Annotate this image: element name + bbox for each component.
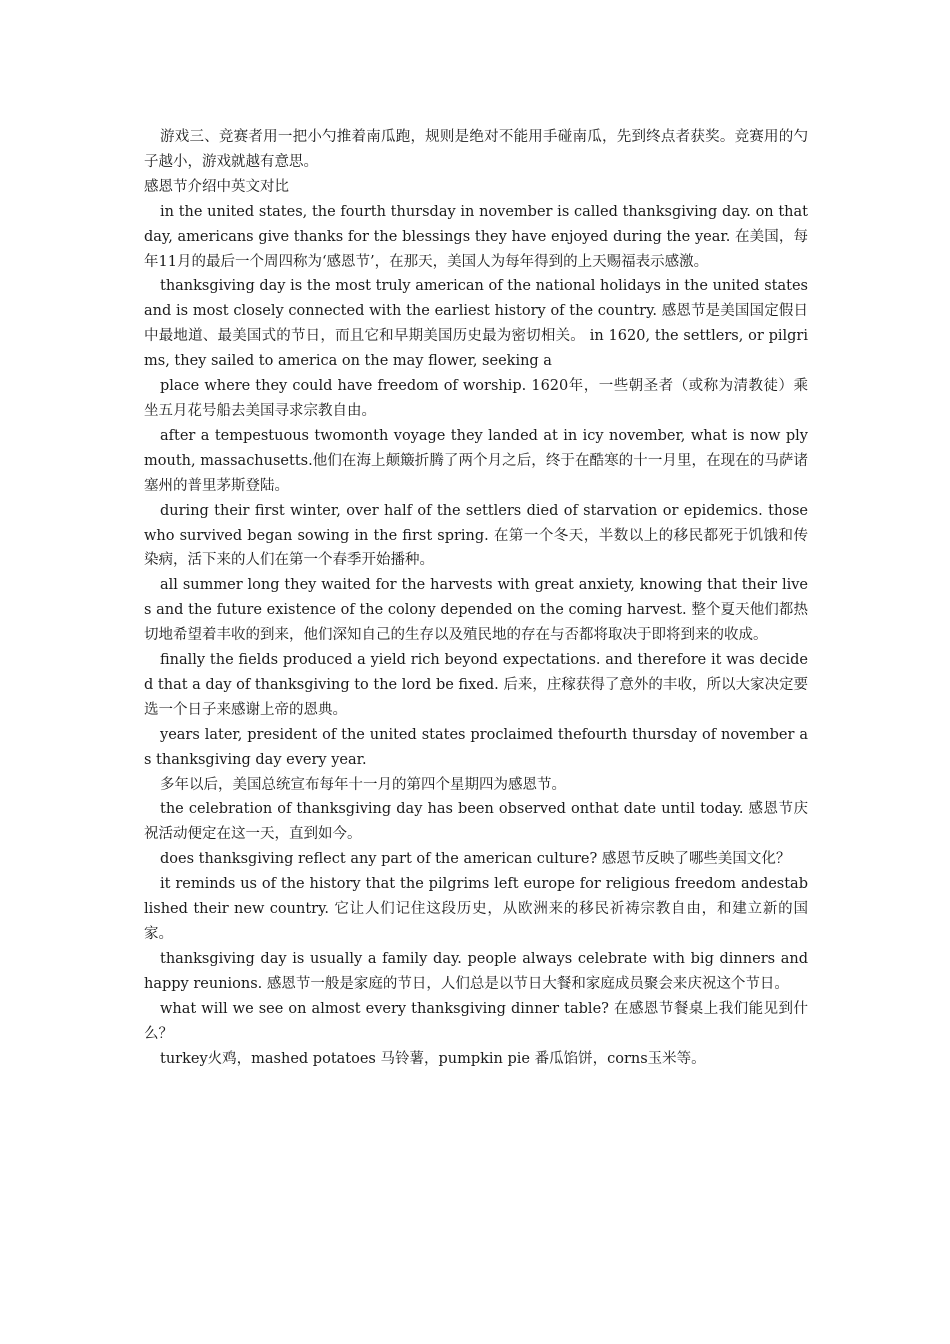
paragraph-freedom-of-worship: place where they could have freedom of worship. 1620年，一些朝圣者（或称为清教徒）乘坐五月花号船去美国寻求宗教自由。 [144,378,808,419]
paragraph-yield: finally the fields produced a yield rich beyond expectations. and therefore it was decided that a day of thanksgiving to the lord be fixed. 后来，庄稼获得了意外的丰收，所以大家决定要选一个日子来感谢上帝的恩典。 [144,652,808,718]
paragraph-proclamation-zh: 多年以后，美国总统宣布每年十一月的第四个星期四为感恩节。 [160,776,566,793]
paragraph-national-holiday: thanksgiving day is the most truly american of the national holidays in the united states and is most closely connected with the earliest history of the country. 感恩节是美国国定假日中最地道、最美国式的节日，而且它和早期美国历史最为密切相关。 in 1620, the settlers, or pilgrims, they sailed to america on the may flower, seeking a [144,278,808,370]
paragraph-proclamation-en: years later, president of the united states proclaimed thefourth thursday of november as thanksgiving day every year. [144,726,808,768]
paragraph-celebration: the celebration of thanksgiving day has been observed onthat date until today. 感恩节庆祝活动便定在这一天，直到如今。 [144,801,808,843]
paragraph-summer-harvest: all summer long they waited for the harvests with great anxiety, knowing that their lives and the future existence of the colony depended on the coming harvest. 整个夏天他们都热切地希望着丰收的到来，他们深知自己的生存以及殖民地的存在与否都将取决于即将到来的收成。 [144,577,808,644]
paragraph-history: it reminds us of the history that the pilgrims left europe for religious freedom andestablished their new country. 它让人们记住这段历史，从欧洲来的移民祈祷宗教自由，和建立新的国家。 [144,876,808,942]
paragraph-voyage: after a tempestuous twomonth voyage they landed at in icy november, what is now plymouth, massachusetts.他们在海上颠簸折腾了两个月之后，终于在酷寒的十一月里，在现在的马萨诸塞州的普里茅斯登陆。 [144,427,808,494]
paragraph-family-day: thanksgiving day is usually a family day. people always celebrate with big dinners and happy reunions. 感恩节一般是家庭的节日，人们总是以节日大餐和家庭成员聚会来庆祝这个节日。 [144,950,808,992]
paragraph-dinner-question: what will we see on almost every thanksgiving dinner table? 在感恩节餐桌上我们能见到什么？ [144,1000,808,1042]
paragraph-game-three: 游戏三、竞赛者用一把小勺推着南瓜跑，规则是绝对不能用手碰南瓜，先到终点者获奖。竞赛用的勺子越小，游戏就越有意思。 [144,129,808,170]
paragraph-foods: turkey火鸡，mashed potatoes 马铃薯，pumpkin pie 番瓜馅饼，corns玉米等。 [160,1050,706,1067]
paragraph-culture-question: does thanksgiving reflect any part of the american culture? 感恩节反映了哪些美国文化？ [160,851,791,868]
paragraph-intro: in the united states, the fourth thursday in november is called thanksgiving day. on that day, americans give thanks for the blessings they have enjoyed during the year. 在美国，每年11月的最后一个周四称为‘感恩节’，在那天，美国人为每年得到的上天赐福表示感激。 [144,203,808,270]
paragraph-first-winter: during their first winter, over half of the settlers died of starvation or epidemics. those who survived began sowing in the first spring. 在第一个冬天，半数以上的移民都死于饥饿和传染病，活下来的人们在第一个春季开始播种。 [144,502,808,569]
document-body [144,125,808,1071]
section-heading: 感恩节介绍中英文对比 [144,178,289,195]
